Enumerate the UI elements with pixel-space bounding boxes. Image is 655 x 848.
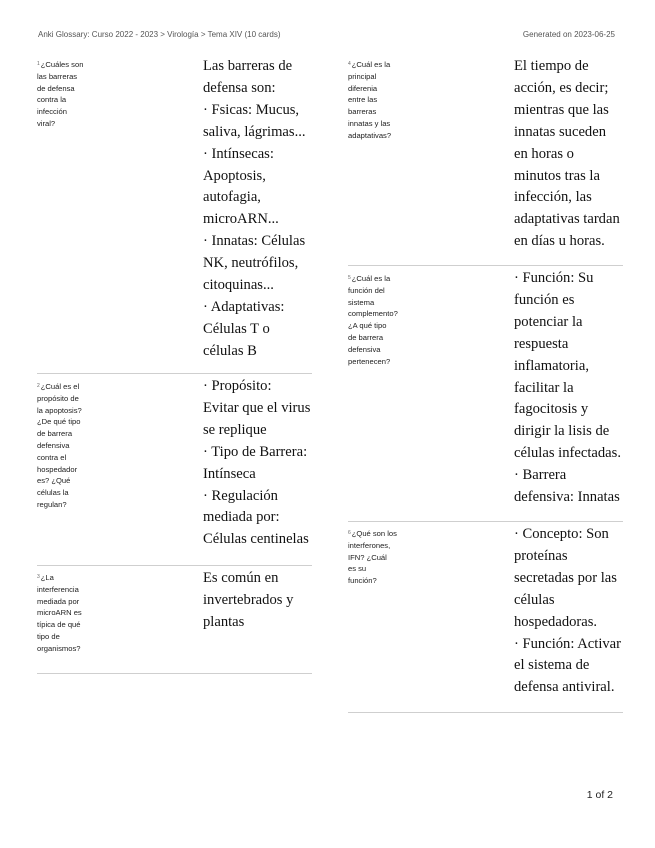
answer-line: · Innatas: Células	[203, 233, 306, 250]
question-line: $^5$¿Cuál es la	[348, 274, 391, 283]
question-line: ¿De qué tipo	[37, 417, 81, 427]
answer-line: Células T o	[203, 320, 270, 337]
answer-line: Apoptosis,	[203, 167, 266, 184]
page-header	[38, 30, 615, 42]
question-line: defensiva	[348, 344, 381, 354]
question-line: adaptativas?	[348, 130, 392, 140]
question-line: propósito de	[37, 393, 79, 403]
answer-line: microARN...	[203, 211, 279, 228]
card-number: 4	[348, 61, 351, 67]
answer-line: en días u horas.	[514, 233, 605, 250]
breadcrumb: Anki Glossary: Curso 2022 - 2023 > Virología > Tema XIV (10 cards)	[38, 30, 281, 39]
generated-date: Generated on 2023-06-25	[522, 30, 615, 39]
answer-line: hospedadoras.	[514, 613, 598, 630]
answer-line: Las barreras de	[203, 58, 293, 74]
question-line: función del	[348, 285, 385, 295]
question-line: función?	[348, 576, 377, 586]
card-number: 6	[348, 530, 351, 536]
question-line: tipo de	[37, 631, 60, 641]
answer-line: innatas suceden	[514, 123, 606, 140]
question-line: células la	[37, 488, 69, 498]
answer-line: Es común en	[203, 570, 279, 586]
question-line: pertenecen?	[348, 356, 391, 366]
answer-line: dirigir la lisis de	[514, 423, 610, 440]
answer-line: · Función: Su	[514, 270, 594, 286]
card-question	[37, 572, 97, 655]
question-line: infección	[37, 107, 67, 117]
question-line: IFN? ¿Cuál	[348, 552, 387, 562]
question-line: organismos?	[37, 643, 81, 653]
question-line: hospedador	[37, 464, 78, 474]
question-line: mediada por	[37, 596, 80, 606]
answer-line: respuesta	[514, 335, 569, 352]
answer-line: mediada por:	[203, 509, 280, 526]
answer-line: facilitar la	[514, 379, 574, 396]
card-answer	[514, 268, 626, 509]
question-line: la apoptosis?	[37, 405, 82, 415]
answer-line: · Intínsecas:	[203, 145, 274, 162]
card-2	[37, 374, 312, 566]
question-line: $^4$¿Cuál es la	[348, 60, 391, 69]
answer-line: se replique	[203, 421, 267, 438]
question-line: contra el	[37, 452, 67, 462]
answer-line: potenciar la	[514, 313, 583, 330]
card-6	[348, 522, 623, 713]
answer-line: secretadas por las	[514, 569, 617, 586]
card-answer	[203, 376, 315, 551]
answer-line: · Barrera	[514, 467, 567, 484]
question-line: las barreras	[37, 71, 78, 81]
question-line: microARN es	[37, 608, 82, 618]
question-line: de barrera	[348, 332, 384, 342]
question-line: viral?	[37, 118, 56, 128]
answer-line: citoquinas...	[203, 277, 274, 294]
card-number: 1	[37, 61, 40, 67]
card-question	[348, 273, 408, 367]
question-line: $^3$¿La	[37, 573, 54, 582]
answer-line: células B	[203, 342, 257, 359]
question-line: diferenia	[348, 83, 378, 93]
card-number: 3	[37, 574, 40, 580]
answer-line: minutos tras la	[514, 167, 600, 184]
question-line: de defensa	[37, 83, 75, 93]
answer-line: proteínas	[514, 547, 568, 564]
card-5	[348, 266, 623, 522]
question-line: es su	[348, 564, 367, 574]
answer-line: saliva, lágrimas...	[203, 123, 306, 140]
card-answer	[514, 56, 626, 253]
answer-line: · Concepto: Son	[514, 526, 609, 542]
answer-line: NK, neutrófilos,	[203, 255, 299, 272]
card-question	[348, 528, 408, 587]
question-line: interferones,	[348, 540, 391, 550]
answer-line: · Adaptativas:	[203, 298, 285, 315]
question-line: interferencia	[37, 584, 79, 594]
right-column	[348, 56, 623, 713]
answer-line: el sistema de	[514, 657, 590, 674]
question-line: regulan?	[37, 499, 67, 509]
card-4	[348, 56, 623, 266]
answer-line: Evitar que el virus	[203, 399, 311, 416]
answer-line: defensa antiviral.	[514, 679, 615, 696]
question-line: típica de qué	[37, 620, 81, 630]
question-line: entre las	[348, 95, 378, 105]
answer-line: células	[514, 591, 555, 608]
card-3	[37, 566, 312, 674]
answer-line: células infectadas.	[514, 445, 621, 462]
left-column	[37, 56, 312, 674]
answer-line: defensa son:	[203, 79, 276, 96]
question-line: defensiva	[37, 440, 70, 450]
question-line: $^1$¿Cuáles son	[37, 60, 84, 69]
answer-line: acción, es decir;	[514, 79, 609, 96]
question-line: innatas y las	[348, 118, 391, 128]
answer-line: función es	[514, 291, 575, 308]
card-question	[37, 381, 97, 511]
card-answer	[203, 568, 315, 634]
answer-line: · Tipo de Barrera:	[203, 443, 308, 460]
answer-line: inflamatoria,	[514, 357, 589, 374]
answer-line: autofagia,	[203, 189, 261, 206]
question-line: $^6$¿Qué son los	[348, 529, 397, 538]
card-question	[37, 59, 97, 130]
card-question	[348, 59, 408, 142]
answer-line: Células centinelas	[203, 531, 309, 548]
answer-line: · Propósito:	[203, 378, 272, 394]
question-line: complemento?	[348, 309, 398, 319]
answer-line: en horas o	[514, 145, 574, 162]
question-line: sistema	[348, 297, 375, 307]
card-1	[37, 56, 312, 374]
question-line: $^2$¿Cuál es el	[37, 382, 80, 391]
answer-line: infección, las	[514, 189, 592, 206]
card-answer	[203, 56, 315, 363]
answer-line: Intínseca	[203, 465, 256, 482]
question-line: de barrera	[37, 429, 73, 439]
card-number: 5	[348, 275, 351, 281]
card-answer	[514, 524, 626, 699]
answer-line: adaptativas tardan	[514, 211, 620, 228]
answer-line: defensiva: Innatas	[514, 489, 620, 506]
question-line: barreras	[348, 107, 377, 117]
page-number: 1 of 2	[586, 789, 613, 801]
answer-line: fagocitosis y	[514, 401, 589, 418]
answer-line: El tiempo de	[514, 58, 589, 74]
question-line: principal	[348, 71, 377, 81]
answer-line: plantas	[203, 613, 245, 630]
answer-line: · Función: Activar	[514, 635, 622, 652]
question-line: ¿A qué tipo	[348, 321, 387, 331]
question-line: es? ¿Qué	[37, 476, 71, 486]
answer-line: invertebrados y	[203, 591, 294, 608]
question-line: contra la	[37, 95, 67, 105]
card-number: 2	[37, 383, 40, 389]
answer-line: mientras que las	[514, 101, 609, 118]
answer-line: · Regulación	[203, 487, 278, 504]
answer-line: · Fsicas: Mucus,	[203, 101, 300, 118]
